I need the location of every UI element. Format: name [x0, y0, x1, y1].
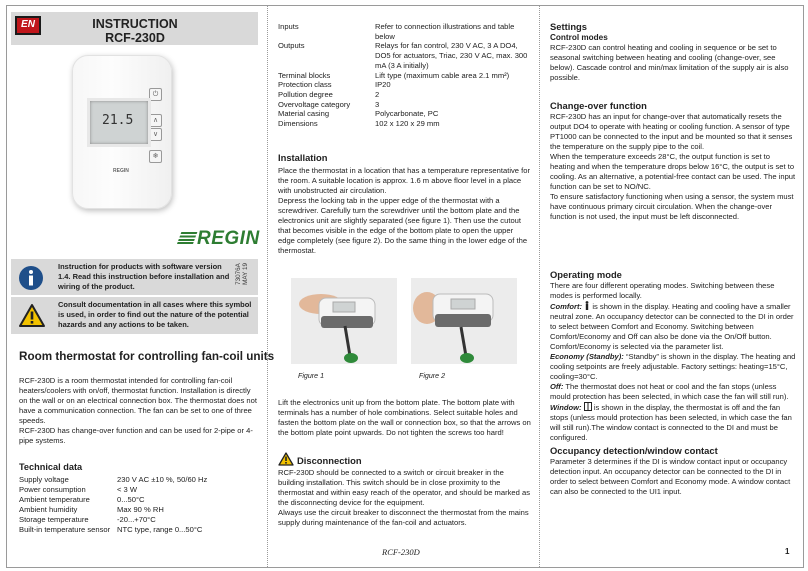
intro-paragraph-2: RCF-230D has change-over function and can be used for 2-pipe or 4-pipe systems. — [19, 426, 253, 445]
off-label: Off: — [550, 382, 564, 391]
figure-2-illustration — [411, 278, 517, 364]
spec-row — [278, 119, 532, 129]
page-number: 1 — [785, 547, 790, 556]
figure-1-photo — [291, 278, 397, 364]
tech-key: Power consumption — [19, 485, 86, 494]
technical-data-title: Technical data — [19, 462, 83, 472]
tech-row — [19, 495, 259, 505]
changeover-section — [550, 101, 796, 222]
regin-logo-text: REGIN — [197, 228, 260, 249]
spec-table — [278, 22, 532, 129]
spec-row — [278, 90, 532, 100]
spec-key: Dimensions — [278, 119, 318, 129]
installation-paragraph: Place the thermostat in a location that has a temperature representative for the room. A suitable location is approx. 1.6 m above floor level in a place with unobstructed air circulation. — [278, 166, 530, 195]
economy-paragraph — [550, 352, 796, 382]
control-modes-title: Control modes — [550, 33, 608, 42]
figure-1-illustration — [291, 278, 397, 364]
window-icon — [584, 402, 592, 411]
installation-section — [278, 153, 532, 256]
spec-key: Protection class — [278, 80, 332, 90]
down-arrow-icon: ∨ — [149, 128, 162, 141]
tech-key: Ambient temperature — [19, 495, 90, 504]
figure-2-caption: Figure 2 — [419, 372, 446, 380]
display-temperature: 21.5 — [102, 113, 134, 128]
settings-section — [550, 22, 796, 83]
window-paragraph — [550, 402, 796, 443]
tech-key: Storage temperature — [19, 515, 89, 524]
doc-model: RCF-230D — [105, 31, 165, 45]
tech-row — [19, 475, 259, 485]
regin-stripes-icon — [177, 232, 198, 245]
window-label: Window: — [550, 403, 582, 412]
up-arrow-icon: ∧ — [149, 114, 162, 127]
changeover-title: Change-over function — [550, 100, 647, 111]
comfort-text: is shown in the display. Heating and cooling have a smaller neutral zone. An occupancy detector can be connected to the DI in order to select between Comfort and Economy. Switching between Comfort/Economy and Off can also be done via the On/Off button. Comfort/Economy is selected via the parameter list. — [550, 302, 794, 351]
spec-row — [278, 71, 532, 81]
changeover-paragraph: RCF-230D has an input for change-over that automatically resets the output DO4 to operate with heating or cooling function. A sensor of type PT1000 can be connected to the input and be mounted so that it senses the temperature on the supply pipe to the coil. — [550, 112, 793, 151]
power-button-icon: ⏻ — [149, 88, 162, 101]
tech-value: -20...+70°C — [117, 515, 156, 524]
spec-value: 2 — [375, 89, 380, 99]
disconnection-paragraph: Always use the circuit breaker to disconnect the thermostat from the mains supply during maintenance of the fan-coil and actuators. — [278, 508, 529, 527]
notice-info-text: Instruction for products with software version 1.4. Read this instruction before installation and wiring of the product. — [58, 262, 230, 291]
tech-key: Supply voltage — [19, 475, 69, 484]
version-number: 73076A — [235, 263, 242, 285]
spec-value: 102 x 120 x 29 mm — [375, 119, 440, 129]
tech-row — [19, 505, 259, 515]
disconnection-paragraph: RCF-230D should be connected to a switch or circuit breaker in the building installation. This switch should be in close proximity to the thermostat and within easy reach of the operator, and should be marked as the disconnecting device for the equipment. — [278, 468, 531, 507]
disconnection-title: Disconnection — [297, 455, 362, 466]
left-body — [19, 376, 259, 446]
spec-key: Outputs — [278, 41, 305, 51]
en-logo: EN — [15, 16, 41, 35]
control-modes-paragraph: RCF-230D can control heating and cooling in sequence or be set to seasonal switching between heating and cooling (change-over, see below). Cascade control and min/max limitation of the supply air is also possible. — [550, 43, 789, 82]
off-paragraph — [550, 382, 796, 402]
notice-warning — [11, 297, 258, 334]
tech-value: NTC type, range 0...50°C — [117, 525, 203, 534]
spec-key: Inputs — [278, 22, 299, 31]
fan-button-icon: ❄ — [149, 150, 162, 163]
off-text: The thermostat does not heat or cool and the fan stops (unless mould protection has been selected, in which case the fan will still run). — [550, 382, 789, 401]
spec-key: Material casing — [278, 109, 330, 119]
notice-warning-text: Consult documentation in all cases where this symbol is used, in order to find out the nature of the potential hazards and any actions to be taken. — [58, 300, 252, 329]
tech-key: Built-in temperature sensor — [19, 525, 111, 534]
device-display — [87, 98, 151, 147]
tech-value: Max 90 % RH — [117, 505, 164, 514]
regin-logo — [179, 228, 260, 250]
spec-value: Polycarbonate, PC — [375, 109, 439, 119]
tech-row — [19, 485, 259, 495]
occupancy-paragraph: Parameter 3 determines if the DI is window contact input or occupancy detection input. An occupancy detector can be connected to the DI in order to select between Comfort and Economy mode. A window contact can also be connected to the UI1 input. — [550, 457, 791, 496]
spec-row — [278, 22, 532, 41]
footer-doc-name: RCF-230D — [382, 547, 420, 557]
spec-row — [278, 41, 532, 70]
warning-icon — [278, 452, 294, 466]
tech-key: Ambient humidity — [19, 505, 78, 514]
window-text: is shown in the display, the thermostat is off and the fan stops (unless mould protection has been selected, in which case the fan will still run).The window contact is connected to the DI and must be configured. — [550, 403, 792, 442]
changeover-paragraph: To ensure satisfactory functioning when using a sensor, the system must have continuous primary circuit circulation. When the change-over function is not used, the input must be left disconnected. — [550, 192, 794, 221]
spec-row — [278, 109, 532, 119]
installation-continued — [278, 398, 532, 438]
tech-row — [19, 525, 259, 535]
occupancy-title: Occupancy detection/window contact — [550, 445, 718, 456]
installation-paragraph: Depress the locking tab in the upper edge of the thermostat with a screwdriver. Carefully turn the screwdriver until the bottom plate and the electronics unit are slightly separated (see figure 1). Then use the cutout that becomes visible in the edge of the bottom plate to open the upper edge completely (see figure 2). Do the same thing in the lower edge of the thermostat. — [278, 196, 528, 255]
economy-label: Economy (Standby): — [550, 352, 624, 361]
tech-value: < 3 W — [117, 485, 138, 494]
person-icon — [584, 301, 590, 310]
settings-title: Settings — [550, 21, 587, 32]
info-icon — [18, 265, 44, 291]
spec-value: IP20 — [375, 80, 391, 90]
intro-paragraph: RCF-230D is a room thermostat intended for controlling fan-coil heaters/coolers with on/off, thermostat function. Installation is directly on the wall or on an electrical connection box. The thermostat does not have a communication connection. The fan can be set to one of three speeds. — [19, 376, 257, 425]
warning-icon — [18, 303, 46, 328]
disconnection-section — [278, 452, 532, 528]
doc-title: INSTRUCTION — [92, 17, 178, 31]
thermostat-illustration — [72, 55, 172, 209]
version-code — [235, 263, 249, 285]
disconnection-heading — [278, 452, 532, 466]
technical-data — [19, 462, 259, 535]
tech-row — [19, 515, 259, 525]
occupancy-section — [550, 446, 796, 497]
spec-key: Terminal blocks — [278, 70, 331, 80]
figure-2-photo — [411, 278, 517, 364]
spec-value: Refer to connection illustrations and table below — [375, 22, 515, 41]
spec-row — [278, 80, 532, 90]
column-divider-1 — [267, 5, 268, 567]
operating-mode-section — [550, 270, 796, 443]
comfort-label: Comfort: — [550, 302, 583, 311]
spec-key: Pollution degree — [278, 89, 333, 99]
version-date: MAY 19 — [242, 263, 249, 285]
operating-mode-title: Operating mode — [550, 269, 622, 280]
installation-title: Installation — [278, 152, 328, 163]
section-title: Room thermostat for controlling fan-coil units — [19, 350, 275, 363]
device-brand: REGIN — [113, 168, 129, 174]
operating-mode-intro: There are four different operating modes. Switching between these modes is performed locally. — [550, 281, 775, 300]
economy-text: “Standby” is shown in the display. The heating and cooling setpoints are freely adjustable. Factory settings: heating=15°C, cooling=30°C. — [550, 352, 796, 381]
spec-key: Overvoltage category — [278, 99, 351, 109]
tech-value: 0...50°C — [117, 495, 145, 504]
spec-value: Relays for fan control, 230 V AC, 3 A DO4, DO5 for actuators, Triac, 230 V AC, max. 300 mA (3 A initially) — [375, 41, 528, 70]
notice-info — [11, 259, 258, 295]
spec-row — [278, 100, 532, 110]
comfort-paragraph — [550, 301, 796, 352]
column-divider-2 — [539, 5, 540, 567]
installation-paragraph: Lift the electronics unit up from the bottom plate. The bottom plate with terminals has a number of hole combinations. Select suitable holes and fasten the bottom plate on the wall or connection box, so that the arrows on the bottom plate point upwards. Do not tighten the screws too hard! — [278, 398, 531, 437]
tech-value: 230 V AC ±10 %, 50/60 Hz — [117, 475, 208, 484]
changeover-paragraph: When the temperature exceeds 28°C, the output function is set to heating and when the temperature drops below 16°C, the output is set to cooling. As an alternative, a potential-free contact can be used. The input function can be set to NO/NC. — [550, 152, 796, 191]
spec-value: Lift type (maximum cable area 2.1 mm²) — [375, 70, 510, 80]
figure-1-caption: Figure 1 — [298, 372, 325, 380]
spec-value: 3 — [375, 99, 380, 109]
